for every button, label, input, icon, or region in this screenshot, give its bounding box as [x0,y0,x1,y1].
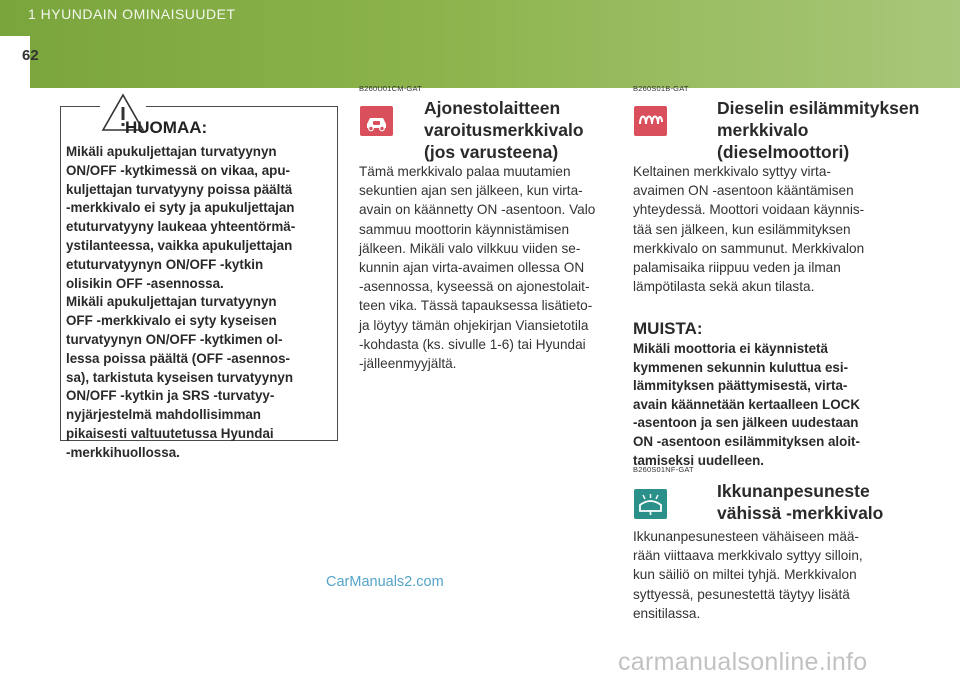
section-title-line: merkkivalo [717,120,809,140]
section-title-line: (jos varusteena) [424,142,559,162]
section-title-immobilizer [424,97,584,163]
notice-line: sa), tarkistuta kyseisen turvatyynyn [66,369,294,385]
section-title-glow [717,97,919,163]
section-title-line: Ajonestolaitteen [424,98,561,118]
notice-line: nyjärjestelmä mahdollisimman [66,407,261,423]
body-line: -asennossa, kyseessä on ajonestolait- [359,279,590,295]
body-line: avaimen ON -asentoon kääntämisen [633,183,854,199]
notice-line: lessa poissa päältä (OFF -asennos- [66,350,290,366]
notice-line: OFF -merkkivalo ei syty kyseisen [66,313,277,329]
muista-line: kymmenen sekunnin kuluttua esi- [633,359,849,375]
watermark-carmanuals2[interactable]: CarManuals2.com [326,574,444,590]
section-body-glow [633,162,928,296]
car-alarm-warning-icon [360,106,393,136]
body-line: syttyessä, pesunestettä täytyy lisätä [633,586,850,602]
notice-line: -merkkihuollossa. [66,444,180,460]
notice-line: Mikäli apukuljettajan turvatyynyn [66,294,277,310]
section-title-line: varoitusmerkkivalo [424,120,584,140]
body-line: palamisaika riippuu veden ja ilman [633,260,841,276]
body-line: jälkeen. Mikäli valo vilkkuu viiden se- [359,240,581,256]
muista-line: -asentoon ja sen jälkeen uudestaan [633,415,859,431]
section-title-line: (dieselmoottori) [717,142,850,162]
section-code: B260S01NF-GAT [633,465,694,474]
notice-line: pikaisesti valtuutetussa Hyundai [66,425,274,441]
section-title-line: Dieselin esilämmityksen [717,98,920,118]
body-line: Ikkunanpesunesteen vähäiseen mää- [633,529,859,544]
notice-line: ON/OFF -kytkimessä on vikaa, apu- [66,162,290,178]
body-line: tää sen jälkeen, kun esilämmityksen [633,221,851,237]
section-body-immobilizer [359,162,629,373]
body-line: ensitilassa. [633,605,701,621]
muista-line: tamiseksi uudelleen. [633,452,764,468]
watermark-carmanualsonline[interactable]: carmanualsonline.info [618,648,868,676]
section-title-line: vähissä -merkkivalo [717,503,884,523]
page-number: 62 [22,47,39,64]
body-line: yhteydessä. Moottori voidaan käynnis- [633,202,865,218]
muista-line: Mikäli moottoria ei käynnistetä [633,341,828,356]
notice-line: olisikin OFF -asennossa. [66,275,224,291]
body-line: merkkivalo on sammunut. Merkkivalon [633,240,865,256]
notice-text [66,143,336,463]
notice-line: kuljettajan turvatyyny poissa päältä [66,181,293,197]
glow-plug-icon [634,106,667,136]
body-line: kunnin ajan virta-avaimen ollessa ON [359,260,585,276]
notice-line: ON/OFF -kytkin ja SRS -turvatyy- [66,388,275,404]
notice-line: turvatyynyn ON/OFF -kytkimen ol- [66,331,283,347]
washer-fluid-icon [634,489,667,519]
body-line: Tämä merkkivalo palaa muutamien [359,164,571,179]
body-line: teen vika. Tässä tapauksessa lisätieto- [359,298,593,314]
muista-text [633,340,928,470]
chapter-title: 1 HYUNDAIN OMINAISUUDET [28,6,236,22]
muista-heading: MUISTA: [633,319,703,338]
section-title-washer [717,480,883,524]
muista-line: ON -asentoon esilämmityksen aloit- [633,433,860,449]
body-line: sammuu moottorin käynnistämisen [359,221,570,237]
muista-line: avain käännetään kertaalleen LOCK [633,396,860,412]
notice-heading: HUOMAA: [125,118,208,137]
body-line: kun säiliö on miltei tyhjä. Merkkivalon [633,567,857,583]
body-line: -kohdasta (ks. sivulle 1-6) tai Hyundai [359,336,586,352]
body-line: avain on käännetty ON -asentoon. Valo [359,202,596,218]
notice-line: -merkkivalo ei syty ja apukuljettajan [66,200,295,216]
muista-line: lämmityksen päättymisestä, virta- [633,378,848,394]
notice-line: Mikäli apukuljettajan turvatyynyn [66,144,277,159]
section-code: B260S01B-GAT [633,84,689,93]
section-code: B260U01CM-GAT [359,84,422,93]
body-line: sekuntien ajan sen jälkeen, kun virta- [359,183,583,199]
section-body-washer [633,527,928,623]
body-line: lämpötilasta sekä akun tilasta. [633,279,815,295]
notice-line: etuturvatyynyn ON/OFF -kytkin [66,256,264,272]
body-line: Keltainen merkkivalo syttyy virta- [633,164,831,179]
body-line: ja löytyy tämän ohjekirjan Viansietotila [359,317,589,333]
notice-line: ystilanteessa, vaikka apukuljettajan [66,237,293,253]
notice-line: etuturvatyyny laukeaa yhteentörmä- [66,219,296,235]
body-line: rään viittaava merkkivalo syttyy silloin, [633,548,863,564]
body-line: -jälleenmyyjältä. [359,356,457,372]
section-title-line: Ikkunanpesuneste [717,481,870,501]
